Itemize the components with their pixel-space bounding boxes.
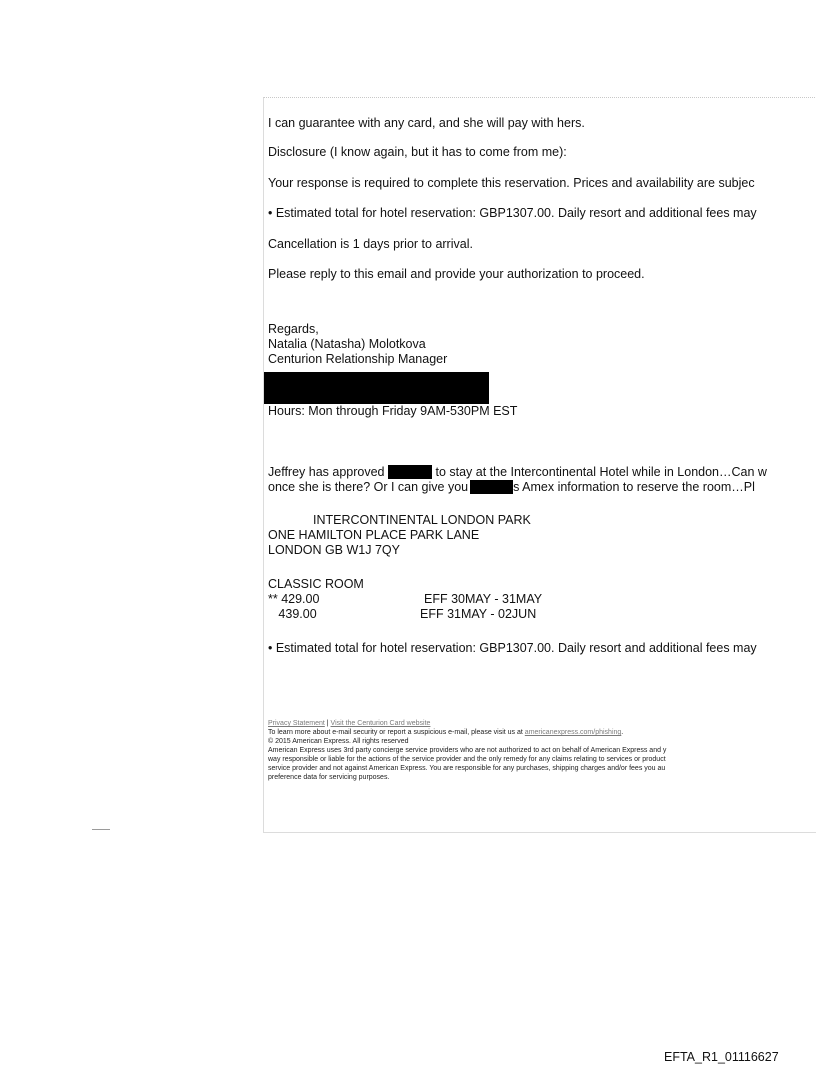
forward-text: Jeffrey has approved (268, 465, 385, 479)
phishing-link[interactable]: americanexpress.com/phishing (524, 729, 622, 736)
forward-text: s Amex information to reserve the room…Pl (513, 480, 755, 494)
hotel-address-2: LONDON GB W1J 7QY (268, 543, 400, 557)
redaction-box (470, 480, 513, 494)
forward-text: to stay at the Intercontinental Hotel while in London…Can w (435, 465, 767, 479)
signature-title: Centurion Relationship Manager (268, 352, 448, 366)
hotel-address-1: ONE HAMILTON PLACE PARK LANE (268, 528, 480, 542)
rate-effective: EFF 30MAY - 31MAY (424, 592, 543, 606)
estimate-line: • Estimated total for hotel reservation: GBP1307.00. Daily resort and additional fees may (268, 641, 757, 655)
forward-text: once she is there? Or I can give you (268, 480, 469, 494)
email-line: Please reply to this email and provide your authorization to proceed. (268, 267, 645, 281)
disclaimer-line: way responsible or liable for the actions of the service provider and the only remedy for any claims relating to services or product (268, 756, 666, 763)
centurion-link[interactable]: Visit the Centurion Card website (330, 720, 431, 727)
hotel-name: INTERCONTINENTAL LONDON PARK (313, 513, 531, 527)
signature-hours: Hours: Mon through Friday 9AM-530PM EST (268, 404, 518, 418)
disclaimer-line: preference data for servicing purposes. (268, 774, 390, 781)
footer-links (268, 720, 430, 729)
email-line: Cancellation is 1 days prior to arrival. (268, 237, 473, 251)
security-line (268, 729, 623, 738)
rate-price: ** 429.00 (268, 592, 320, 606)
redaction-block (264, 372, 489, 404)
disclaimer-line: service provider and not against American Express. You are responsible for any purchases, shipping charges and/or fees you au (268, 765, 666, 772)
rate-effective: EFF 31MAY - 02JUN (420, 607, 537, 621)
footer-separator: | (326, 720, 329, 727)
estimate-line: • Estimated total for hotel reservation: GBP1307.00. Daily resort and additional fees may (268, 206, 757, 220)
page-mark (92, 829, 110, 830)
document-id: EFTA_R1_01116627 (664, 1050, 779, 1064)
room-type: CLASSIC ROOM (268, 577, 364, 591)
privacy-link[interactable]: Privacy Statement (268, 720, 325, 727)
email-line: I can guarantee with any card, and she will pay with hers. (268, 116, 585, 130)
security-text: To learn more about e-mail security or report a suspicious e-mail, please visit us at (268, 729, 523, 736)
rate-price: 439.00 (268, 607, 317, 621)
email-line: Disclosure (I know again, but it has to come from me): (268, 145, 567, 159)
redaction-box (388, 465, 432, 479)
signature-regards: Regards, (268, 322, 319, 336)
signature-name: Natalia (Natasha) Molotkova (268, 337, 426, 351)
forward-line (268, 465, 767, 480)
copyright: © 2015 American Express. All rights reserved (268, 738, 409, 745)
email-line: Your response is required to complete this reservation. Prices and availability are subjec (268, 176, 755, 190)
disclaimer-line: American Express uses 3rd party concierge service providers who are not authorized to act on behalf of American Express and y (268, 747, 667, 754)
forward-line (268, 480, 755, 495)
email-body (263, 97, 816, 833)
security-end: . (621, 729, 624, 736)
